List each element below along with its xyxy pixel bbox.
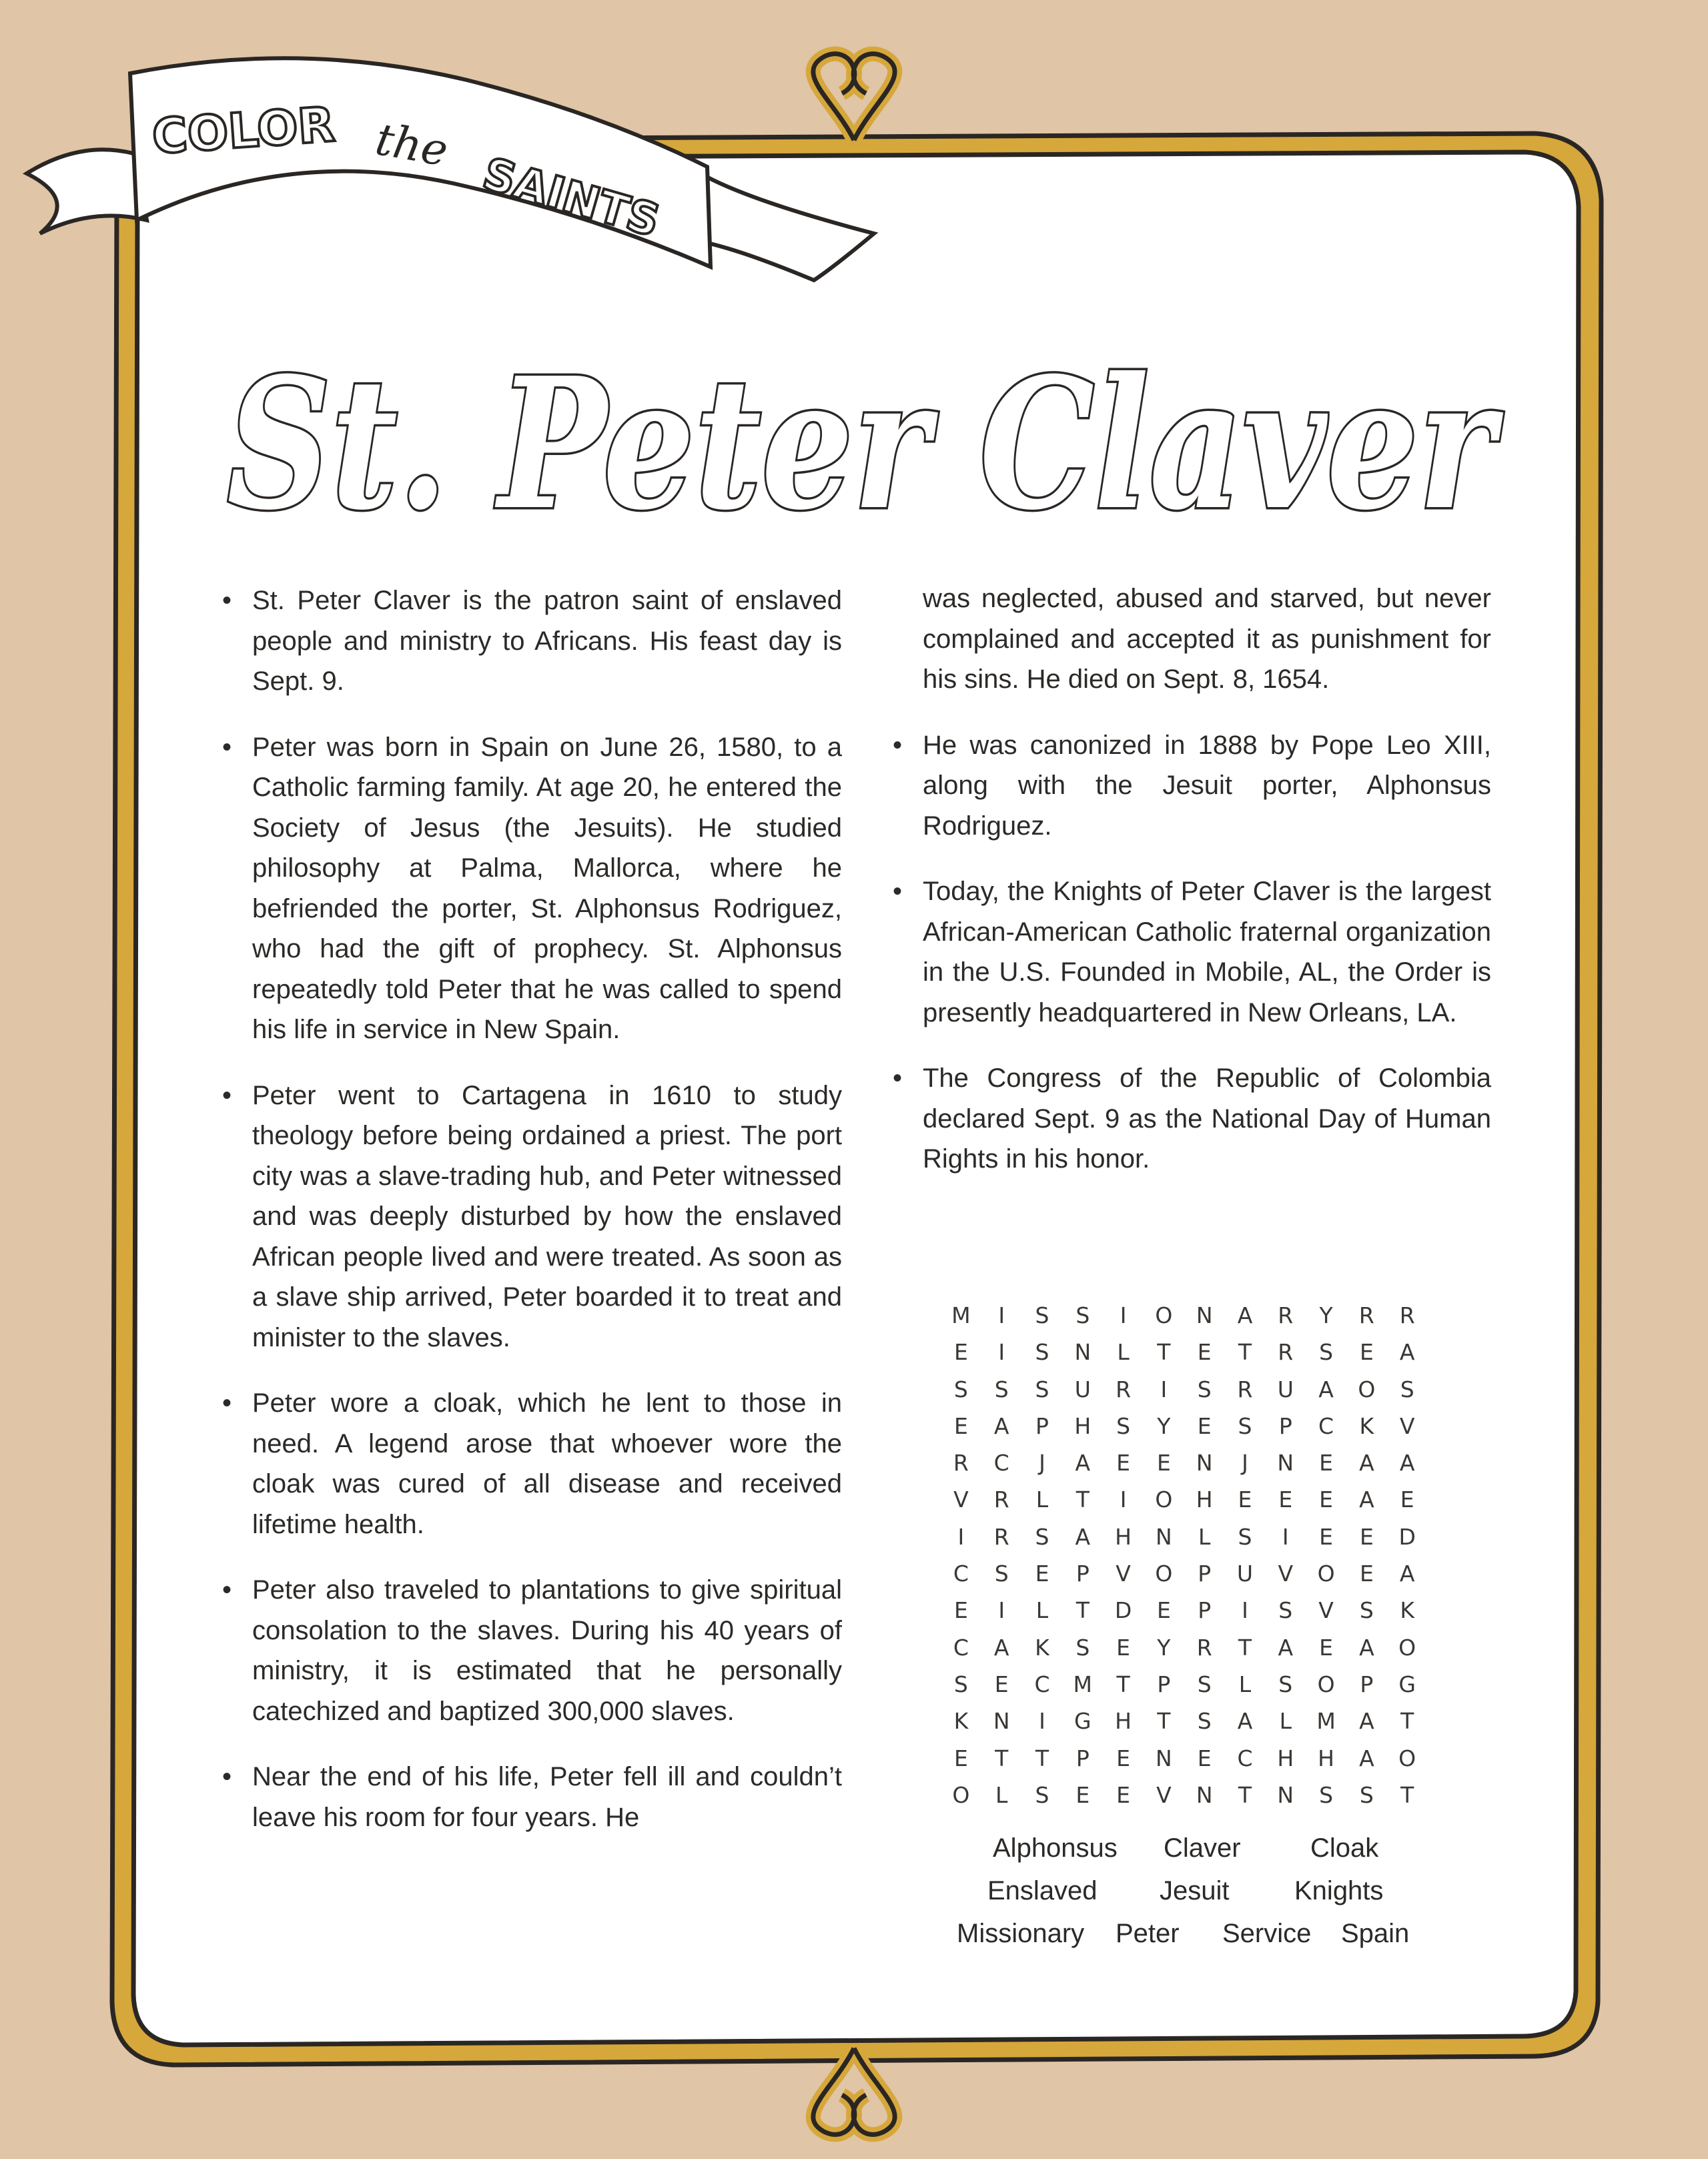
word-search-letter[interactable]: R: [1399, 1302, 1415, 1328]
fact-text: St. Peter Claver is the patron saint of enslaved people and ministry to Africans. His feast day is Sept. 9.: [252, 586, 842, 696]
word-search-letter[interactable]: H: [1115, 1523, 1132, 1550]
word-search-letter[interactable]: G: [1398, 1671, 1416, 1697]
word-bank-word: Service: [1222, 1919, 1312, 1948]
word-search-letter[interactable]: T: [1238, 1339, 1252, 1366]
top-scroll-ornament: [813, 54, 895, 140]
word-search-letter[interactable]: S: [1076, 1302, 1090, 1328]
bullet-marker: •: [222, 1575, 232, 1605]
word-search-letter[interactable]: E: [1400, 1486, 1414, 1513]
word-search-letter[interactable]: H: [1277, 1745, 1294, 1771]
word-bank-word: Alphonsus: [993, 1833, 1118, 1863]
word-search-letter[interactable]: H: [1196, 1486, 1213, 1513]
word-search-letter[interactable]: E: [1319, 1486, 1333, 1513]
bullet-marker: •: [222, 586, 232, 615]
fact-paragraph: [222, 1383, 842, 1545]
word-search-letter[interactable]: A: [1318, 1376, 1334, 1402]
word-search-row: [941, 1740, 1428, 1777]
word-search-letter[interactable]: A: [1278, 1634, 1294, 1661]
fact-paragraph: [222, 1570, 842, 1731]
word-search-letter[interactable]: S: [1197, 1708, 1212, 1735]
word-search-letter[interactable]: R: [993, 1486, 1009, 1513]
word-search-row: [941, 1629, 1428, 1666]
fact-text: He was canonized in 1888 by Pope Leo XIII, along with the Jesuit porter, Alphonsus Rodriguez.: [923, 730, 1491, 841]
word-bank: [934, 1833, 1481, 1962]
word-search-letter[interactable]: M: [951, 1302, 971, 1328]
word-search-letter[interactable]: I: [1120, 1302, 1127, 1328]
word-search-letter[interactable]: S: [1076, 1634, 1090, 1661]
word-search-letter[interactable]: R: [1358, 1302, 1374, 1328]
word-search-letter[interactable]: M: [1316, 1708, 1336, 1735]
word-search-row: [941, 1371, 1428, 1408]
word-search-letter[interactable]: R: [953, 1450, 969, 1476]
fact-paragraph: [892, 1058, 1491, 1180]
word-search-letter[interactable]: O: [1155, 1561, 1173, 1587]
word-search-row: [941, 1519, 1428, 1555]
word-search-row: [941, 1444, 1428, 1481]
word-search-letter[interactable]: E: [953, 1745, 968, 1771]
word-search-letter[interactable]: S: [1278, 1671, 1293, 1697]
word-search-letter[interactable]: A: [1237, 1302, 1253, 1328]
word-search-letter[interactable]: Y: [1157, 1634, 1171, 1661]
word-bank-row: [934, 1876, 1481, 1919]
word-search-letter[interactable]: V: [1156, 1781, 1172, 1808]
word-search-letter[interactable]: P: [1198, 1561, 1212, 1587]
word-search-row: [941, 1592, 1428, 1629]
word-search-letter[interactable]: S: [953, 1671, 968, 1697]
word-search-letter[interactable]: N: [1196, 1302, 1213, 1328]
word-search-letter[interactable]: C: [1237, 1745, 1253, 1771]
word-search-letter[interactable]: A: [1359, 1708, 1374, 1735]
word-search-letter[interactable]: S: [1238, 1412, 1252, 1439]
word-search-letter[interactable]: K: [1400, 1597, 1414, 1624]
word-search-row: [941, 1481, 1428, 1518]
word-search-letter[interactable]: S: [1359, 1781, 1374, 1808]
word-search-letter[interactable]: I: [998, 1339, 1005, 1366]
word-search-row: [941, 1666, 1428, 1703]
word-search-letter[interactable]: T: [1157, 1708, 1171, 1735]
word-search-letter[interactable]: R: [1196, 1634, 1212, 1661]
word-bank-word: Peter: [1116, 1919, 1180, 1948]
word-search-letter[interactable]: I: [1120, 1486, 1127, 1513]
word-search-letter[interactable]: E: [1197, 1412, 1212, 1439]
word-bank-word: Enslaved: [987, 1876, 1098, 1905]
word-bank-word: Missionary: [957, 1919, 1085, 1948]
bullet-marker: •: [892, 1063, 902, 1093]
word-search-letter[interactable]: E: [953, 1339, 968, 1366]
word-search-letter[interactable]: O: [1398, 1634, 1416, 1661]
fact-paragraph: [222, 580, 842, 702]
word-bank-word: Cloak: [1310, 1833, 1379, 1863]
word-search-letter[interactable]: I: [957, 1523, 965, 1550]
word-search-letter[interactable]: A: [1359, 1450, 1374, 1476]
word-bank-word: Knights: [1294, 1876, 1384, 1905]
banner-word-color: COLOR: [150, 96, 337, 165]
word-search-letter[interactable]: R: [1116, 1376, 1132, 1402]
word-search-row: [941, 1555, 1428, 1592]
word-search-letter[interactable]: L: [995, 1781, 1008, 1808]
word-search-row: [941, 1297, 1428, 1334]
word-search-letter[interactable]: P: [1157, 1671, 1171, 1697]
word-search-letter[interactable]: S: [1359, 1597, 1374, 1624]
word-search-letter[interactable]: S: [1319, 1339, 1334, 1366]
word-search-letter[interactable]: R: [1237, 1376, 1253, 1402]
word-search-letter[interactable]: S: [1238, 1523, 1252, 1550]
word-search-letter[interactable]: S: [1035, 1523, 1049, 1550]
word-search-letter[interactable]: O: [1317, 1671, 1335, 1697]
fact-text: Today, the Knights of Peter Claver is the largest African-American Catholic fraternal organization in the U.S. Founded in Mobile, AL, the Order is presently headquartered in New Orleans, LA.: [923, 877, 1491, 1027]
word-search-row: [941, 1408, 1428, 1444]
word-search-letter[interactable]: C: [953, 1634, 969, 1661]
word-search-letter[interactable]: P: [1076, 1561, 1090, 1587]
word-search-letter[interactable]: E: [953, 1412, 968, 1439]
word-search-letter[interactable]: C: [1318, 1412, 1334, 1439]
word-search-letter[interactable]: I: [1282, 1523, 1289, 1550]
word-search-letter[interactable]: R: [1278, 1302, 1294, 1328]
word-search-letter[interactable]: A: [1359, 1745, 1374, 1771]
word-search-letter[interactable]: N: [1196, 1450, 1213, 1476]
word-search-letter[interactable]: H: [1074, 1412, 1092, 1439]
word-search-letter[interactable]: E: [1197, 1745, 1212, 1771]
word-search-letter[interactable]: E: [1116, 1634, 1131, 1661]
word-search-letter[interactable]: U: [1277, 1376, 1294, 1402]
word-search-letter[interactable]: I: [998, 1302, 1005, 1328]
fact-text: was neglected, abused and starved, but never complained and accepted it as punishment for his sins. He died on Sept. 8, 1654.: [923, 584, 1491, 694]
word-search-letter[interactable]: E: [994, 1671, 1009, 1697]
word-search-letter[interactable]: S: [1116, 1412, 1131, 1439]
word-search-letter[interactable]: E: [1116, 1781, 1131, 1808]
word-search-letter[interactable]: L: [1117, 1339, 1130, 1366]
word-bank-word: Jesuit: [1160, 1876, 1230, 1905]
word-search-letter[interactable]: T: [1400, 1708, 1414, 1735]
word-search-letter[interactable]: C: [953, 1561, 969, 1587]
word-search-letter[interactable]: R: [993, 1523, 1009, 1550]
word-search-letter[interactable]: S: [994, 1376, 1009, 1402]
word-search-letter[interactable]: U: [1236, 1561, 1254, 1587]
word-bank-row: [934, 1833, 1481, 1876]
fact-paragraph: [222, 1757, 842, 1837]
word-search-letter[interactable]: O: [1358, 1376, 1376, 1402]
word-search-letter[interactable]: L: [1035, 1597, 1049, 1624]
word-search-letter[interactable]: O: [1398, 1745, 1416, 1771]
bullet-marker: •: [892, 730, 902, 760]
word-search-letter[interactable]: D: [1398, 1523, 1416, 1550]
word-search-letter[interactable]: S: [1035, 1376, 1049, 1402]
word-search-letter[interactable]: V: [1116, 1561, 1131, 1587]
word-search-letter[interactable]: E: [1319, 1523, 1333, 1550]
word-search-letter[interactable]: O: [1317, 1561, 1335, 1587]
word-search-letter[interactable]: S: [1197, 1671, 1212, 1697]
word-search-letter[interactable]: C: [993, 1450, 1009, 1476]
word-search-letter[interactable]: N: [1156, 1745, 1172, 1771]
word-search-letter[interactable]: N: [993, 1708, 1010, 1735]
bullet-marker: •: [222, 1762, 232, 1791]
word-search-letter[interactable]: L: [1279, 1708, 1292, 1735]
word-search-letter[interactable]: P: [1076, 1745, 1090, 1771]
fact-text: Peter wore a cloak, which he lent to those in need. A legend arose that whoever wore the cloak was cured of all disease and received lifetime health.: [252, 1388, 842, 1539]
fact-paragraph: [892, 725, 1491, 847]
word-search-letter[interactable]: T: [1400, 1781, 1414, 1808]
fact-text: Peter went to Cartagena in 1610 to study theology before being ordained a priest. The port city was a slave-trading hub, and Peter witnessed and was deeply disturbed by how the enslaved African people lived and were treated. As soon as a slave ship arrived, Peter boarded it to treat and minister to the slaves.: [252, 1080, 842, 1352]
word-search-letter[interactable]: V: [1278, 1561, 1294, 1587]
fact-text: Near the end of his life, Peter fell ill and couldn’t leave his room for four years. He: [252, 1762, 842, 1832]
word-search-letter[interactable]: E: [1156, 1597, 1171, 1624]
word-search-letter[interactable]: T: [1238, 1634, 1252, 1661]
word-search-letter[interactable]: G: [1074, 1708, 1092, 1735]
fact-text: Peter also traveled to plantations to give spiritual consolation to the slaves. During his 40 years of ministry, it is estimated that he personally catechized and baptized 300,000 slaves.: [252, 1575, 842, 1726]
word-bank-row: [934, 1919, 1481, 1962]
word-search-letter[interactable]: T: [1076, 1486, 1090, 1513]
word-search-letter[interactable]: A: [1399, 1339, 1415, 1366]
word-search-letter[interactable]: S: [953, 1376, 968, 1402]
word-search-letter[interactable]: E: [1238, 1486, 1252, 1513]
fact-paragraph: [923, 578, 1491, 700]
word-search-letter[interactable]: E: [1076, 1781, 1090, 1808]
word-search-letter[interactable]: N: [1196, 1781, 1213, 1808]
word-search-letter[interactable]: J: [1039, 1450, 1045, 1476]
word-search-letter[interactable]: S: [1035, 1781, 1049, 1808]
word-search-letter[interactable]: U: [1074, 1376, 1091, 1402]
word-search-letter[interactable]: V: [953, 1486, 969, 1513]
word-search-letter[interactable]: E: [1319, 1634, 1333, 1661]
word-search-letter[interactable]: A: [993, 1634, 1009, 1661]
word-search-letter[interactable]: T: [1035, 1745, 1049, 1771]
word-search-letter[interactable]: I: [1039, 1708, 1045, 1735]
bullet-marker: •: [222, 1080, 232, 1110]
word-search-letter[interactable]: E: [1278, 1486, 1293, 1513]
word-search-letter[interactable]: A: [1399, 1561, 1415, 1587]
word-search-letter[interactable]: C: [1034, 1671, 1050, 1697]
word-search-letter[interactable]: P: [1360, 1671, 1374, 1697]
word-search-letter[interactable]: S: [1400, 1376, 1414, 1402]
word-search-letter[interactable]: T: [1116, 1671, 1130, 1697]
fact-text: The Congress of the Republic of Colombia declared Sept. 9 as the National Day of Human Rights in his honor.: [923, 1063, 1491, 1174]
word-search-letter[interactable]: P: [1278, 1412, 1292, 1439]
word-search-letter[interactable]: T: [1076, 1597, 1090, 1624]
word-search-letter[interactable]: Y: [1319, 1302, 1333, 1328]
word-search-row: [941, 1777, 1428, 1813]
word-search-row: [941, 1334, 1428, 1370]
word-search-letter[interactable]: E: [1359, 1339, 1374, 1366]
banner-word-the: the: [372, 113, 452, 177]
word-search-letter[interactable]: N: [1156, 1523, 1172, 1550]
word-search-letter[interactable]: E: [1359, 1561, 1374, 1587]
word-search-letter[interactable]: R: [1278, 1339, 1294, 1366]
page-title: St. Peter Claver: [227, 338, 1505, 550]
word-search-letter[interactable]: E: [953, 1597, 968, 1624]
word-search-letter[interactable]: I: [1242, 1597, 1248, 1624]
word-search-letter[interactable]: A: [1359, 1486, 1374, 1513]
word-search-letter[interactable]: A: [993, 1412, 1009, 1439]
word-search-letter[interactable]: E: [1035, 1561, 1049, 1587]
word-search-letter[interactable]: L: [1198, 1523, 1211, 1550]
word-search-letter[interactable]: N: [1277, 1781, 1294, 1808]
word-search-letter[interactable]: A: [1237, 1708, 1253, 1735]
word-search-letter[interactable]: A: [1075, 1450, 1091, 1476]
word-search-letter[interactable]: S: [1197, 1376, 1212, 1402]
word-search-letter[interactable]: S: [1035, 1339, 1049, 1366]
word-search-letter[interactable]: O: [1155, 1302, 1173, 1328]
word-search-letter[interactable]: S: [1319, 1781, 1334, 1808]
bullet-marker: •: [222, 732, 232, 762]
word-search-letter[interactable]: I: [998, 1597, 1005, 1624]
word-search-letter[interactable]: K: [1359, 1412, 1374, 1439]
word-search-letter[interactable]: Y: [1157, 1412, 1171, 1439]
word-search-letter[interactable]: A: [1359, 1634, 1374, 1661]
fact-paragraph: [222, 727, 842, 1050]
word-search-letter[interactable]: N: [1277, 1450, 1294, 1476]
word-search-letter[interactable]: P: [1035, 1412, 1049, 1439]
word-search-letter[interactable]: I: [1160, 1376, 1168, 1402]
word-search-letter[interactable]: E: [1116, 1745, 1131, 1771]
word-bank-word: Claver: [1164, 1833, 1241, 1863]
word-search-letter[interactable]: M: [1073, 1671, 1093, 1697]
word-search-letter[interactable]: N: [1074, 1339, 1092, 1366]
word-search-letter[interactable]: S: [994, 1561, 1009, 1587]
word-search-letter[interactable]: V: [1318, 1597, 1334, 1624]
word-search-letter[interactable]: E: [1156, 1450, 1171, 1476]
bullet-marker: •: [892, 877, 902, 906]
fact-paragraph: [222, 1075, 842, 1358]
word-search-letter[interactable]: J: [1242, 1450, 1248, 1476]
word-search-letter[interactable]: A: [1399, 1450, 1415, 1476]
word-search-letter[interactable]: A: [1075, 1523, 1091, 1550]
word-search-letter[interactable]: T: [1157, 1339, 1171, 1366]
word-search-letter[interactable]: L: [1238, 1671, 1252, 1697]
word-search-letter[interactable]: K: [1035, 1634, 1049, 1661]
right-column: [892, 578, 1491, 1205]
word-search-letter[interactable]: H: [1318, 1745, 1334, 1771]
word-search-letter[interactable]: E: [1197, 1339, 1212, 1366]
word-search-letter[interactable]: T: [1238, 1781, 1252, 1808]
word-search-letter[interactable]: O: [1155, 1486, 1173, 1513]
word-search-letter[interactable]: P: [1198, 1597, 1212, 1624]
word-search-letter[interactable]: E: [1319, 1450, 1333, 1476]
bullet-marker: •: [222, 1388, 232, 1418]
word-search-letter[interactable]: V: [1399, 1412, 1415, 1439]
word-search-letter[interactable]: L: [1035, 1486, 1049, 1513]
word-search-row: [941, 1703, 1428, 1739]
word-search-grid: [941, 1297, 1428, 1813]
word-search-letter[interactable]: O: [952, 1781, 970, 1808]
word-search-letter[interactable]: S: [1035, 1302, 1049, 1328]
word-search-letter[interactable]: E: [1359, 1523, 1374, 1550]
banner-word-saints: SAINTS: [477, 147, 666, 248]
fact-text: Peter was born in Spain on June 26, 1580, to a Catholic farming family. At age 20, he entered the Society of Jesus (the Jesuits). He studied philosophy at Palma, Mallorca, where he befriended the porter, St. Alphonsus Rodriguez, who had the gift of prophecy. St. Alphonsus repeatedly told Peter that he was called to spend his life in service in New Spain.: [252, 732, 842, 1044]
word-search-letter[interactable]: T: [995, 1745, 1009, 1771]
title-lettering: [214, 307, 1521, 550]
word-search-letter[interactable]: H: [1115, 1708, 1132, 1735]
word-search-letter[interactable]: K: [953, 1708, 969, 1735]
left-column: [222, 580, 842, 1863]
word-bank-word: Spain: [1341, 1919, 1410, 1948]
word-search-letter[interactable]: E: [1116, 1450, 1131, 1476]
word-search-letter[interactable]: S: [1278, 1597, 1293, 1624]
fact-paragraph: [892, 871, 1491, 1033]
word-search-letter[interactable]: D: [1114, 1597, 1132, 1624]
